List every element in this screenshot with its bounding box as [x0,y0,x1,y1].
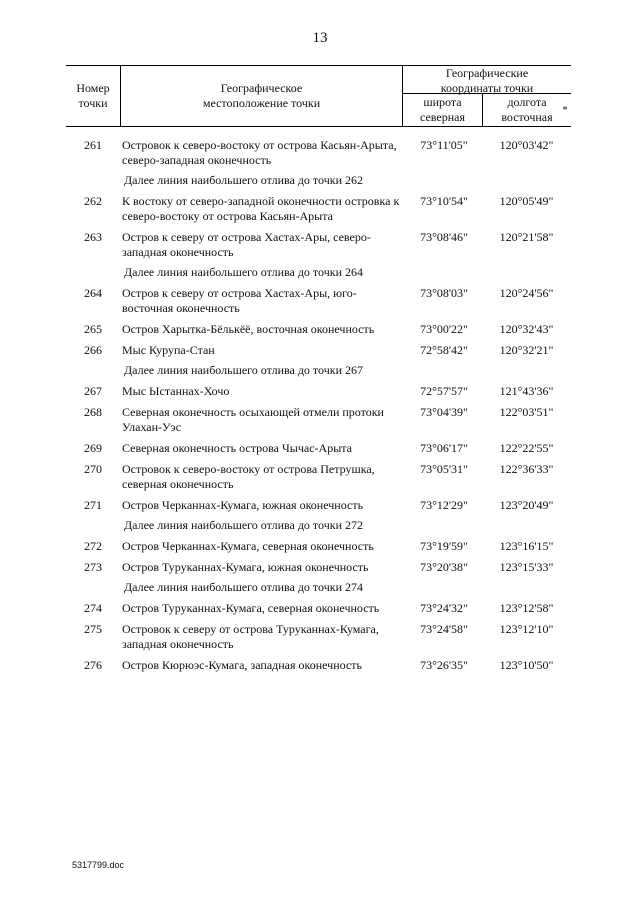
point-number: 262 [84,194,102,208]
point-latitude: 73°24'32" [420,601,468,615]
point-longitude: 123°12'58" [499,601,554,615]
point-number: 272 [84,539,102,553]
table-row [66,384,571,399]
point-location: Островок к северо-востоку от острова Касьян-Арыта, северо-западная оконечность [122,138,397,167]
point-longitude: 123°10'50" [499,658,554,672]
table-row [66,498,571,513]
document-footer: 5317799.doc [72,860,125,870]
table-row [66,230,571,260]
point-number: 274 [84,601,102,615]
row-note: Далее линия наибольшего отлива до точки 264 [124,265,363,279]
point-number: 264 [84,286,102,300]
point-number: 276 [84,658,102,672]
header-longitude-mark: * [562,105,568,116]
point-latitude: 72°58'42" [420,343,468,357]
point-location: Остров Туруканнах-Кумага, северная оконечность [122,601,380,615]
point-latitude: 73°12'29" [420,498,468,512]
point-longitude: 122°36'33" [499,462,554,476]
point-location: Остров Харытка-Бёлькёё, восточная оконечность [122,322,375,336]
table-row [66,658,571,673]
table-row [66,539,571,554]
point-longitude: 120°03'42" [499,138,554,152]
table-row [66,286,571,316]
table-row [66,441,571,456]
header-bottom-rule [66,126,571,127]
point-location: Остров Кюрюэс-Кумага, западная оконечность [122,658,362,672]
point-latitude: 73°11'05" [420,138,468,152]
point-latitude: 73°20'38" [420,560,468,574]
point-location: Мыс Курупа-Стан [122,343,215,357]
point-number: 270 [84,462,102,476]
point-location: Северная оконечность осыхающей отмели протоки Улахан-Уэс [122,405,384,434]
point-location: Островок к северу от острова Туруканнах-Кумага, западная оконечность [122,622,379,651]
point-latitude: 72°57'57" [420,384,468,398]
point-longitude: 122°03'51" [499,405,554,419]
point-location: К востоку от северо-западной оконечности островка к северо-востоку от острова Касьян-Арыта [122,194,400,223]
table-row [66,405,571,435]
table-row [66,462,571,492]
header-coordinates: Географические координаты точки [440,66,534,95]
point-number: 268 [84,405,102,419]
point-location: Остров Черканнах-Кумага, южная оконечность [122,498,364,512]
row-note: Далее линия наибольшего отлива до точки 274 [124,580,363,594]
point-number: 267 [84,384,102,398]
table-row [66,622,571,652]
point-latitude: 73°06'17" [420,441,468,455]
point-latitude: 73°19'59" [420,539,468,553]
point-longitude: 123°12'10" [499,622,554,636]
table-row [66,138,571,168]
point-location: Остров к северу от острова Хастах-Ары, юго-восточная оконечность [122,286,357,315]
point-longitude: 120°05'49" [499,194,554,208]
point-number: 263 [84,230,102,244]
table-row [66,560,571,575]
point-number: 261 [84,138,102,152]
point-latitude: 73°24'58" [420,622,468,636]
header-longitude: долгота восточная [501,95,553,124]
point-number: 269 [84,441,102,455]
point-latitude: 73°10'54" [420,194,468,208]
row-note: Далее линия наибольшего отлива до точки 267 [124,363,363,377]
table-body [66,138,571,673]
point-longitude: 122°22'55" [499,441,554,455]
table-header [66,65,571,127]
point-latitude: 73°05'31" [420,462,468,476]
point-longitude: 123°15'33" [499,560,554,574]
row-note: Далее линия наибольшего отлива до точки 272 [124,518,363,532]
point-longitude: 120°21'58" [499,230,554,244]
point-longitude: 120°32'21" [499,343,554,357]
point-latitude: 73°00'22" [420,322,468,336]
point-longitude: 123°20'49" [499,498,554,512]
point-location: Остров Туруканнах-Кумага, южная оконечность [122,560,369,574]
point-latitude: 73°04'39" [420,405,468,419]
page-number: 13 [312,30,328,46]
point-longitude: 120°24'56" [499,286,554,300]
point-location: Северная оконечность острова Чычас-Арыта [122,441,352,455]
point-location: Островок к северо-востоку от острова Петрушка, северная оконечность [122,462,375,491]
table-row [66,343,571,358]
point-location: Остров Черканнах-Кумага, северная оконечность [122,539,374,553]
point-number: 265 [84,322,102,336]
point-location: Остров к северу от острова Хастах-Ары, северо-западная оконечность [122,230,371,259]
point-number: 275 [84,622,102,636]
point-number: 273 [84,560,102,574]
point-longitude: 120°32'43" [499,322,554,336]
header-location: Географическое местоположение точки [202,81,321,110]
point-longitude: 123°16'15" [499,539,554,553]
header-latitude: широта северная [420,95,465,124]
point-latitude: 73°08'03" [420,286,468,300]
header-number: Номер точки [76,81,110,110]
point-latitude: 73°26'35" [420,658,468,672]
row-note: Далее линия наибольшего отлива до точки 262 [124,173,363,187]
point-number: 266 [84,343,102,357]
table-row [66,601,571,616]
point-number: 271 [84,498,102,512]
table-row [66,322,571,337]
point-longitude: 121°43'36" [499,384,554,398]
point-latitude: 73°08'46" [420,230,468,244]
point-location: Мыс Ыстаннах-Хочо [122,384,230,398]
table-row [66,194,571,224]
